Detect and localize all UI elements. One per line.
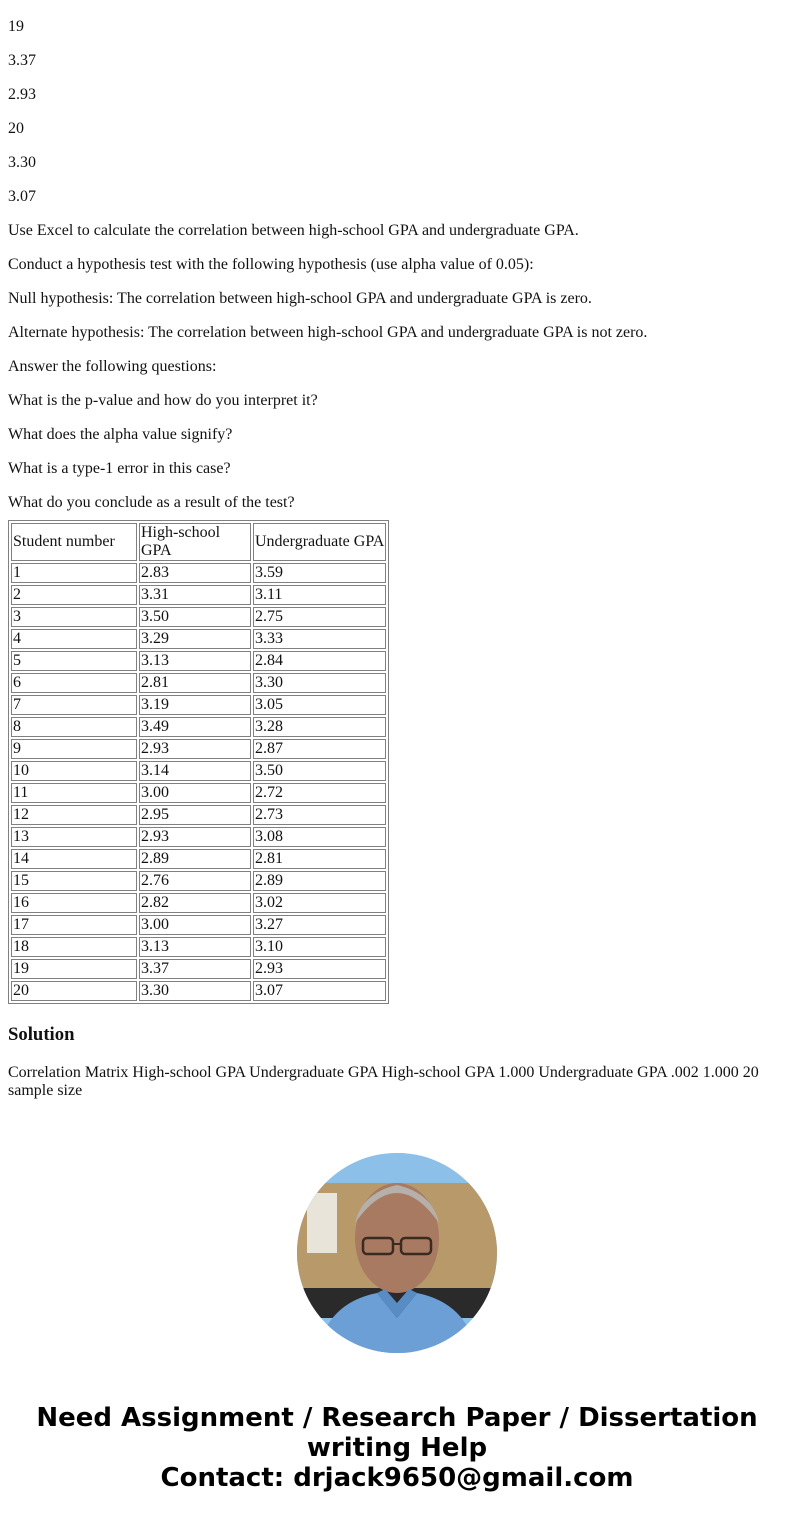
cell-student-number: 5 xyxy=(11,651,137,671)
table-row xyxy=(11,805,386,825)
answer-intro: Answer the following questions: xyxy=(8,358,217,375)
table-row xyxy=(11,739,386,759)
cell-high-school-gpa: 2.89 xyxy=(139,849,251,869)
table-row xyxy=(11,915,386,935)
table-row xyxy=(11,849,386,869)
question-item: What is the p-value and how do you interpret it? xyxy=(8,392,318,409)
data-line: 19 xyxy=(8,18,24,35)
cell-student-number: 18 xyxy=(11,937,137,957)
cell-undergraduate-gpa: 2.84 xyxy=(253,651,386,671)
header-student-number: Student number xyxy=(11,523,137,561)
alternate-hypothesis: Alternate hypothesis: The correlation between high-school GPA and undergraduate GPA is not zero. xyxy=(8,324,648,341)
cell-high-school-gpa: 3.50 xyxy=(139,607,251,627)
cell-high-school-gpa: 2.93 xyxy=(139,827,251,847)
document-body xyxy=(8,0,786,1100)
hypothesis-intro: Conduct a hypothesis test with the following hypothesis (use alpha value of 0.05): xyxy=(8,256,534,273)
cell-high-school-gpa: 3.37 xyxy=(139,959,251,979)
cell-undergraduate-gpa: 3.27 xyxy=(253,915,386,935)
cell-high-school-gpa: 3.14 xyxy=(139,761,251,781)
cell-undergraduate-gpa: 3.50 xyxy=(253,761,386,781)
cell-undergraduate-gpa: 2.75 xyxy=(253,607,386,627)
cell-high-school-gpa: 2.83 xyxy=(139,563,251,583)
cell-undergraduate-gpa: 3.33 xyxy=(253,629,386,649)
cell-undergraduate-gpa: 2.89 xyxy=(253,871,386,891)
cell-high-school-gpa: 2.95 xyxy=(139,805,251,825)
cell-student-number: 17 xyxy=(11,915,137,935)
cell-student-number: 10 xyxy=(11,761,137,781)
cell-high-school-gpa: 2.76 xyxy=(139,871,251,891)
table-row xyxy=(11,629,386,649)
cell-high-school-gpa: 3.29 xyxy=(139,629,251,649)
data-line: 3.30 xyxy=(8,154,36,171)
cell-student-number: 2 xyxy=(11,585,137,605)
table-row xyxy=(11,673,386,693)
cell-student-number: 20 xyxy=(11,981,137,1001)
data-line xyxy=(8,0,786,2)
table-row xyxy=(11,783,386,803)
cell-high-school-gpa: 3.30 xyxy=(139,981,251,1001)
table-row xyxy=(11,563,386,583)
cell-undergraduate-gpa: 3.30 xyxy=(253,673,386,693)
cell-student-number: 4 xyxy=(11,629,137,649)
author-avatar xyxy=(297,1153,497,1353)
table-row xyxy=(11,585,386,605)
cell-undergraduate-gpa: 2.93 xyxy=(253,959,386,979)
cell-student-number: 14 xyxy=(11,849,137,869)
cell-high-school-gpa: 3.13 xyxy=(139,937,251,957)
solution-text: Correlation Matrix High-school GPA Undergraduate GPA High-school GPA 1.000 Undergraduate GPA .002 1.000 20 sample size xyxy=(8,1064,759,1099)
table-row xyxy=(11,959,386,979)
cell-undergraduate-gpa: 3.28 xyxy=(253,717,386,737)
cell-student-number: 8 xyxy=(11,717,137,737)
cell-student-number: 19 xyxy=(11,959,137,979)
table-row xyxy=(11,717,386,737)
banner-line-2: writing Help xyxy=(306,1433,488,1463)
cell-undergraduate-gpa: 2.81 xyxy=(253,849,386,869)
cell-undergraduate-gpa: 3.05 xyxy=(253,695,386,715)
data-line: 2.93 xyxy=(8,86,36,103)
data-line: 3.37 xyxy=(8,52,36,69)
cell-student-number: 9 xyxy=(11,739,137,759)
gpa-table xyxy=(8,520,389,1004)
cell-undergraduate-gpa: 2.87 xyxy=(253,739,386,759)
question-item: What do you conclude as a result of the test? xyxy=(8,494,295,511)
table-row xyxy=(11,893,386,913)
banner-line-1: Need Assignment / Research Paper / Dissertation xyxy=(36,1403,758,1433)
cell-undergraduate-gpa: 3.59 xyxy=(253,563,386,583)
cell-undergraduate-gpa: 3.07 xyxy=(253,981,386,1001)
table-row xyxy=(11,981,386,1001)
cell-student-number: 15 xyxy=(11,871,137,891)
table-row xyxy=(11,695,386,715)
cell-undergraduate-gpa: 3.11 xyxy=(253,585,386,605)
banner-line-3: Contact: drjack9650@gmail.com xyxy=(160,1463,634,1493)
header-high-school-gpa-label: High-school GPA xyxy=(141,524,221,559)
cell-student-number: 3 xyxy=(11,607,137,627)
cell-high-school-gpa: 3.19 xyxy=(139,695,251,715)
table-row xyxy=(11,651,386,671)
question-item: What is a type-1 error in this case? xyxy=(8,460,231,477)
cell-high-school-gpa: 2.93 xyxy=(139,739,251,759)
cell-student-number: 16 xyxy=(11,893,137,913)
data-line: 3.07 xyxy=(8,188,36,205)
table-row xyxy=(11,827,386,847)
cell-high-school-gpa: 3.31 xyxy=(139,585,251,605)
question-item: What does the alpha value signify? xyxy=(8,426,233,443)
contact-banner xyxy=(0,1403,794,1493)
cell-student-number: 1 xyxy=(11,563,137,583)
instruction-text: Use Excel to calculate the correlation between high-school GPA and undergraduate GPA. xyxy=(8,222,579,239)
cell-high-school-gpa: 3.13 xyxy=(139,651,251,671)
table-row xyxy=(11,607,386,627)
cell-student-number: 6 xyxy=(11,673,137,693)
cell-student-number: 12 xyxy=(11,805,137,825)
header-undergraduate-gpa: Undergraduate GPA xyxy=(253,523,386,561)
data-line: 20 xyxy=(8,120,24,137)
portrait-icon xyxy=(297,1153,497,1353)
cell-undergraduate-gpa: 2.72 xyxy=(253,783,386,803)
cell-undergraduate-gpa: 2.73 xyxy=(253,805,386,825)
table-row xyxy=(11,871,386,891)
cell-student-number: 11 xyxy=(11,783,137,803)
cell-undergraduate-gpa: 3.08 xyxy=(253,827,386,847)
table-row xyxy=(11,937,386,957)
table-row xyxy=(11,761,386,781)
cell-student-number: 7 xyxy=(11,695,137,715)
solution-heading: Solution xyxy=(8,1024,75,1045)
cell-undergraduate-gpa: 3.10 xyxy=(253,937,386,957)
header-high-school-gpa xyxy=(139,523,251,561)
cell-high-school-gpa: 3.00 xyxy=(139,783,251,803)
cell-high-school-gpa: 3.00 xyxy=(139,915,251,935)
null-hypothesis: Null hypothesis: The correlation between high-school GPA and undergraduate GPA is zero. xyxy=(8,290,592,307)
cell-high-school-gpa: 2.81 xyxy=(139,673,251,693)
cell-high-school-gpa: 3.49 xyxy=(139,717,251,737)
cell-undergraduate-gpa: 3.02 xyxy=(253,893,386,913)
cell-high-school-gpa: 2.82 xyxy=(139,893,251,913)
cell-student-number: 13 xyxy=(11,827,137,847)
table-header-row xyxy=(11,523,386,561)
